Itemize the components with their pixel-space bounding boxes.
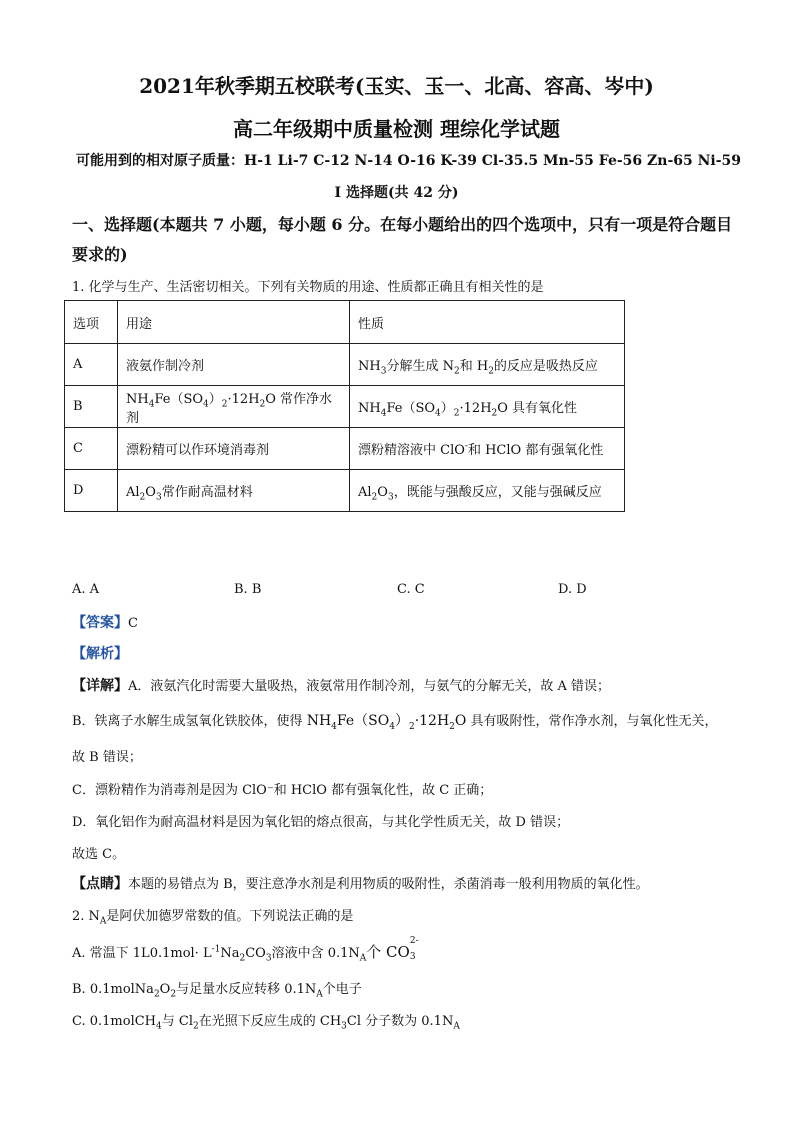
table-row — [65, 428, 625, 470]
option-cell: A — [65, 344, 118, 386]
answer-label: 【答案】 — [72, 615, 128, 631]
detail-a: A．液氨汽化时需要大量吸热，液氨常用作制冷剂，与氨气的分解无关，故 A 错误； — [128, 679, 611, 694]
table-header-cell: 性质 — [350, 301, 625, 344]
instructions-line-1: 一、选择题(本题共 7 小题，每小题 6 分。在每小题给出的四个选项中，只有一项是符合题目 — [72, 215, 733, 234]
detail-b-line: B．铁离子水解生成氢氧化铁胶体，使得 $NH_4Fe(SO_4)_2\cdot 12H_2O$ 具有吸附性，常作净水剂，与氧化性无关， — [72, 713, 718, 732]
instructions-line-2: 要求的) — [72, 245, 128, 264]
choice-a: A. A — [72, 582, 100, 597]
choice-d: D. D — [558, 582, 587, 597]
section-title: I 选择题(共 42 分) — [334, 185, 459, 201]
table-row — [65, 470, 625, 512]
detail-label: 【详解】 — [72, 678, 128, 694]
table-row — [65, 344, 625, 386]
option-cell: B — [65, 386, 118, 428]
detail-a-line — [72, 675, 610, 695]
option-cell: D — [65, 470, 118, 512]
q2-option-c: C. 0.1molCH$_4$与 $Cl_2$在光照下反应生成的 $CH_3Cl$ 分子数为 $0.1N_A$ — [72, 1014, 460, 1032]
use-cell: $Al_2O_3$常作耐高温材料 — [118, 470, 350, 512]
detail-c: C．漂粉精作为消毒剂是因为 ClO⁻和 HClO 都有强氧化性，故 C 正确； — [72, 783, 493, 798]
exam-title: 2021年秋季期五校联考(玉实、玉一、北高、容高、岑中) — [139, 74, 654, 98]
tip-text: 本题的易错点为 B，要注意净水剂是利用物质的吸附性，杀菌消毒一般利用物质的氧化性。 — [128, 877, 649, 892]
use-cell: 液氨作制冷剂 — [118, 344, 350, 386]
atomic-masses-line: 可能用到的相对原子质量：H-1 Li-7 C-12 N-14 O-16 K-39 Cl-35.5 Mn-55 Fe-56 Zn-65 Ni-59 — [76, 153, 742, 169]
q2-option-a: A. 常温下 $1L0.1mol\cdot L^{-1}Na_2CO_3$溶液中含 $0.1N_A$个 CO 2- 3 — [72, 936, 419, 964]
tip-label: 【点睛】 — [72, 876, 128, 892]
tip-line — [72, 873, 649, 893]
exam-subtitle: 高二年级期中质量检测 理综化学试题 — [233, 117, 560, 141]
table-header-cell: 用途 — [118, 301, 350, 344]
property-cell: 漂粉精溶液中 ClO-和 HClO 都有强氧化性 — [350, 428, 625, 470]
table-header-cell: 选项 — [65, 301, 118, 344]
property-cell: $NH_3$分解生成 $N_2$和 $H_2$的反应是吸热反应 — [350, 344, 625, 386]
question-2-stem: 2. $N_A$是阿伏加德罗常数的值。下列说法正确的是 — [72, 909, 354, 927]
table-header-row — [65, 301, 625, 344]
question-1-stem: 1. 化学与生产、生活密切相关。下列有关物质的用途、性质都正确且有相关性的是 — [72, 280, 544, 295]
use-cell: $NH_4Fe(SO_4)_2\cdot 12H_2O$ 常作净水剂 — [118, 386, 350, 428]
analysis-label: 【解析】 — [72, 646, 128, 662]
conclusion: 故选 C。 — [72, 847, 126, 862]
choice-c: C. C — [397, 582, 425, 597]
answer-value: C — [128, 616, 138, 631]
detail-d: D．氧化铝作为耐高温材料是因为氧化铝的熔点很高，与其化学性质无关，故 D 错误； — [72, 815, 570, 830]
q2-option-b: B. $0.1molNa_2O_2$与足量水反应转移 $0.1N_A$个电子 — [72, 982, 362, 1000]
property-cell: $Al_2O_3$，既能与强酸反应，又能与强碱反应 — [350, 470, 625, 512]
table-row — [65, 386, 625, 428]
question-1-table — [64, 300, 625, 512]
answer-line — [72, 612, 138, 632]
choice-b: B. B — [234, 582, 262, 597]
use-cell: 漂粉精可以作环境消毒剂 — [118, 428, 350, 470]
option-cell: C — [65, 428, 118, 470]
detail-b-line-2: 故 B 错误； — [72, 750, 142, 765]
property-cell: $NH_4Fe(SO_4)_2\cdot 12H_2O$ 具有氧化性 — [350, 386, 625, 428]
